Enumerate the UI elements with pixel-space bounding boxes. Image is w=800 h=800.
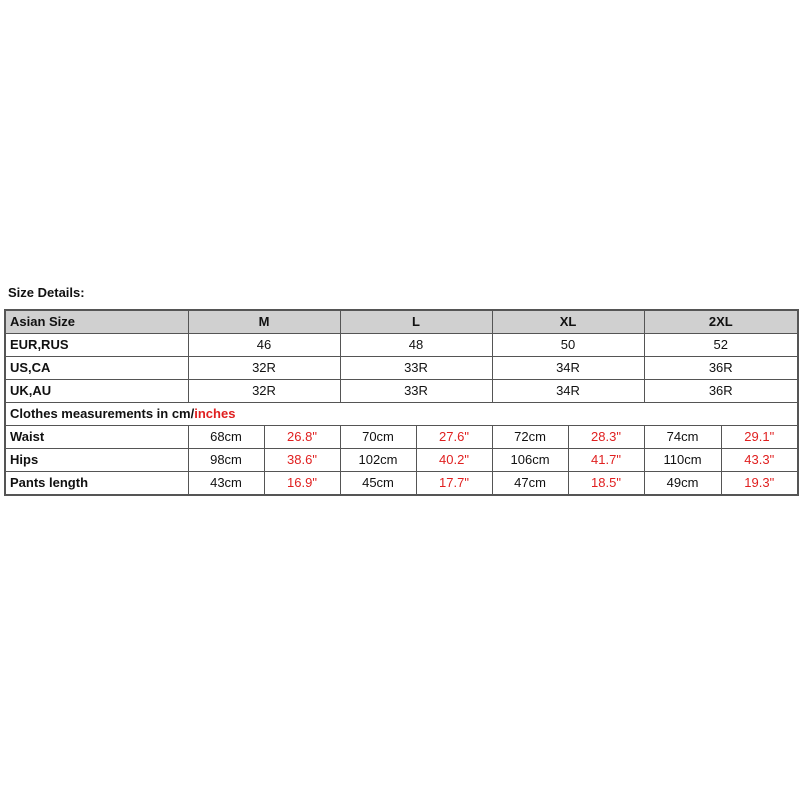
inch-cell: 16.9": [264, 472, 340, 496]
row-label: Pants length: [5, 472, 188, 496]
table-cell: 34R: [492, 357, 644, 380]
size-header-xl: XL: [492, 310, 644, 334]
inch-cell: 38.6": [264, 449, 340, 472]
cm-cell: 43cm: [188, 472, 264, 496]
table-row: [5, 357, 798, 380]
table-row: [5, 380, 798, 403]
cm-cell: 74cm: [644, 426, 721, 449]
inch-cell: 27.6": [416, 426, 492, 449]
table-cell: 36R: [644, 380, 798, 403]
table-cell: 48: [340, 334, 492, 357]
inch-cell: 29.1": [721, 426, 798, 449]
header-row: [5, 310, 798, 334]
inch-cell: 17.7": [416, 472, 492, 496]
cm-cell: 49cm: [644, 472, 721, 496]
table-row: [5, 472, 798, 496]
table-cell: 33R: [340, 357, 492, 380]
page-title: Size Details:: [8, 285, 85, 300]
row-label: UK,AU: [5, 380, 188, 403]
inch-cell: 28.3": [568, 426, 644, 449]
cm-cell: 98cm: [188, 449, 264, 472]
measurements-section-label: [5, 403, 798, 426]
cm-cell: 47cm: [492, 472, 568, 496]
cm-cell: 68cm: [188, 426, 264, 449]
inch-cell: 18.5": [568, 472, 644, 496]
section-label-prefix: Clothes measurements in cm/: [10, 406, 195, 421]
table-row: [5, 449, 798, 472]
table-cell: 50: [492, 334, 644, 357]
table-cell: 36R: [644, 357, 798, 380]
size-header-m: M: [188, 310, 340, 334]
cm-cell: 106cm: [492, 449, 568, 472]
inch-cell: 26.8": [264, 426, 340, 449]
section-row: [5, 403, 798, 426]
size-header-l: L: [340, 310, 492, 334]
section-label-inches: inches: [194, 406, 236, 421]
inch-cell: 19.3": [721, 472, 798, 496]
cm-cell: 45cm: [340, 472, 416, 496]
row-label: Hips: [5, 449, 188, 472]
cm-cell: 72cm: [492, 426, 568, 449]
table-row: [5, 334, 798, 357]
inch-cell: 40.2": [416, 449, 492, 472]
inch-cell: 43.3": [721, 449, 798, 472]
row-label: EUR,RUS: [5, 334, 188, 357]
size-header-2xl: 2XL: [644, 310, 798, 334]
cm-cell: 110cm: [644, 449, 721, 472]
inch-cell: 41.7": [568, 449, 644, 472]
table-cell: 46: [188, 334, 340, 357]
table-cell: 34R: [492, 380, 644, 403]
row-label: US,CA: [5, 357, 188, 380]
row-label: Waist: [5, 426, 188, 449]
header-label: Asian Size: [5, 310, 188, 334]
table-cell: 32R: [188, 357, 340, 380]
table-cell: 32R: [188, 380, 340, 403]
table-cell: 33R: [340, 380, 492, 403]
cm-cell: 102cm: [340, 449, 416, 472]
table-cell: 52: [644, 334, 798, 357]
table-row: [5, 426, 798, 449]
cm-cell: 70cm: [340, 426, 416, 449]
size-chart-table: [4, 309, 799, 496]
